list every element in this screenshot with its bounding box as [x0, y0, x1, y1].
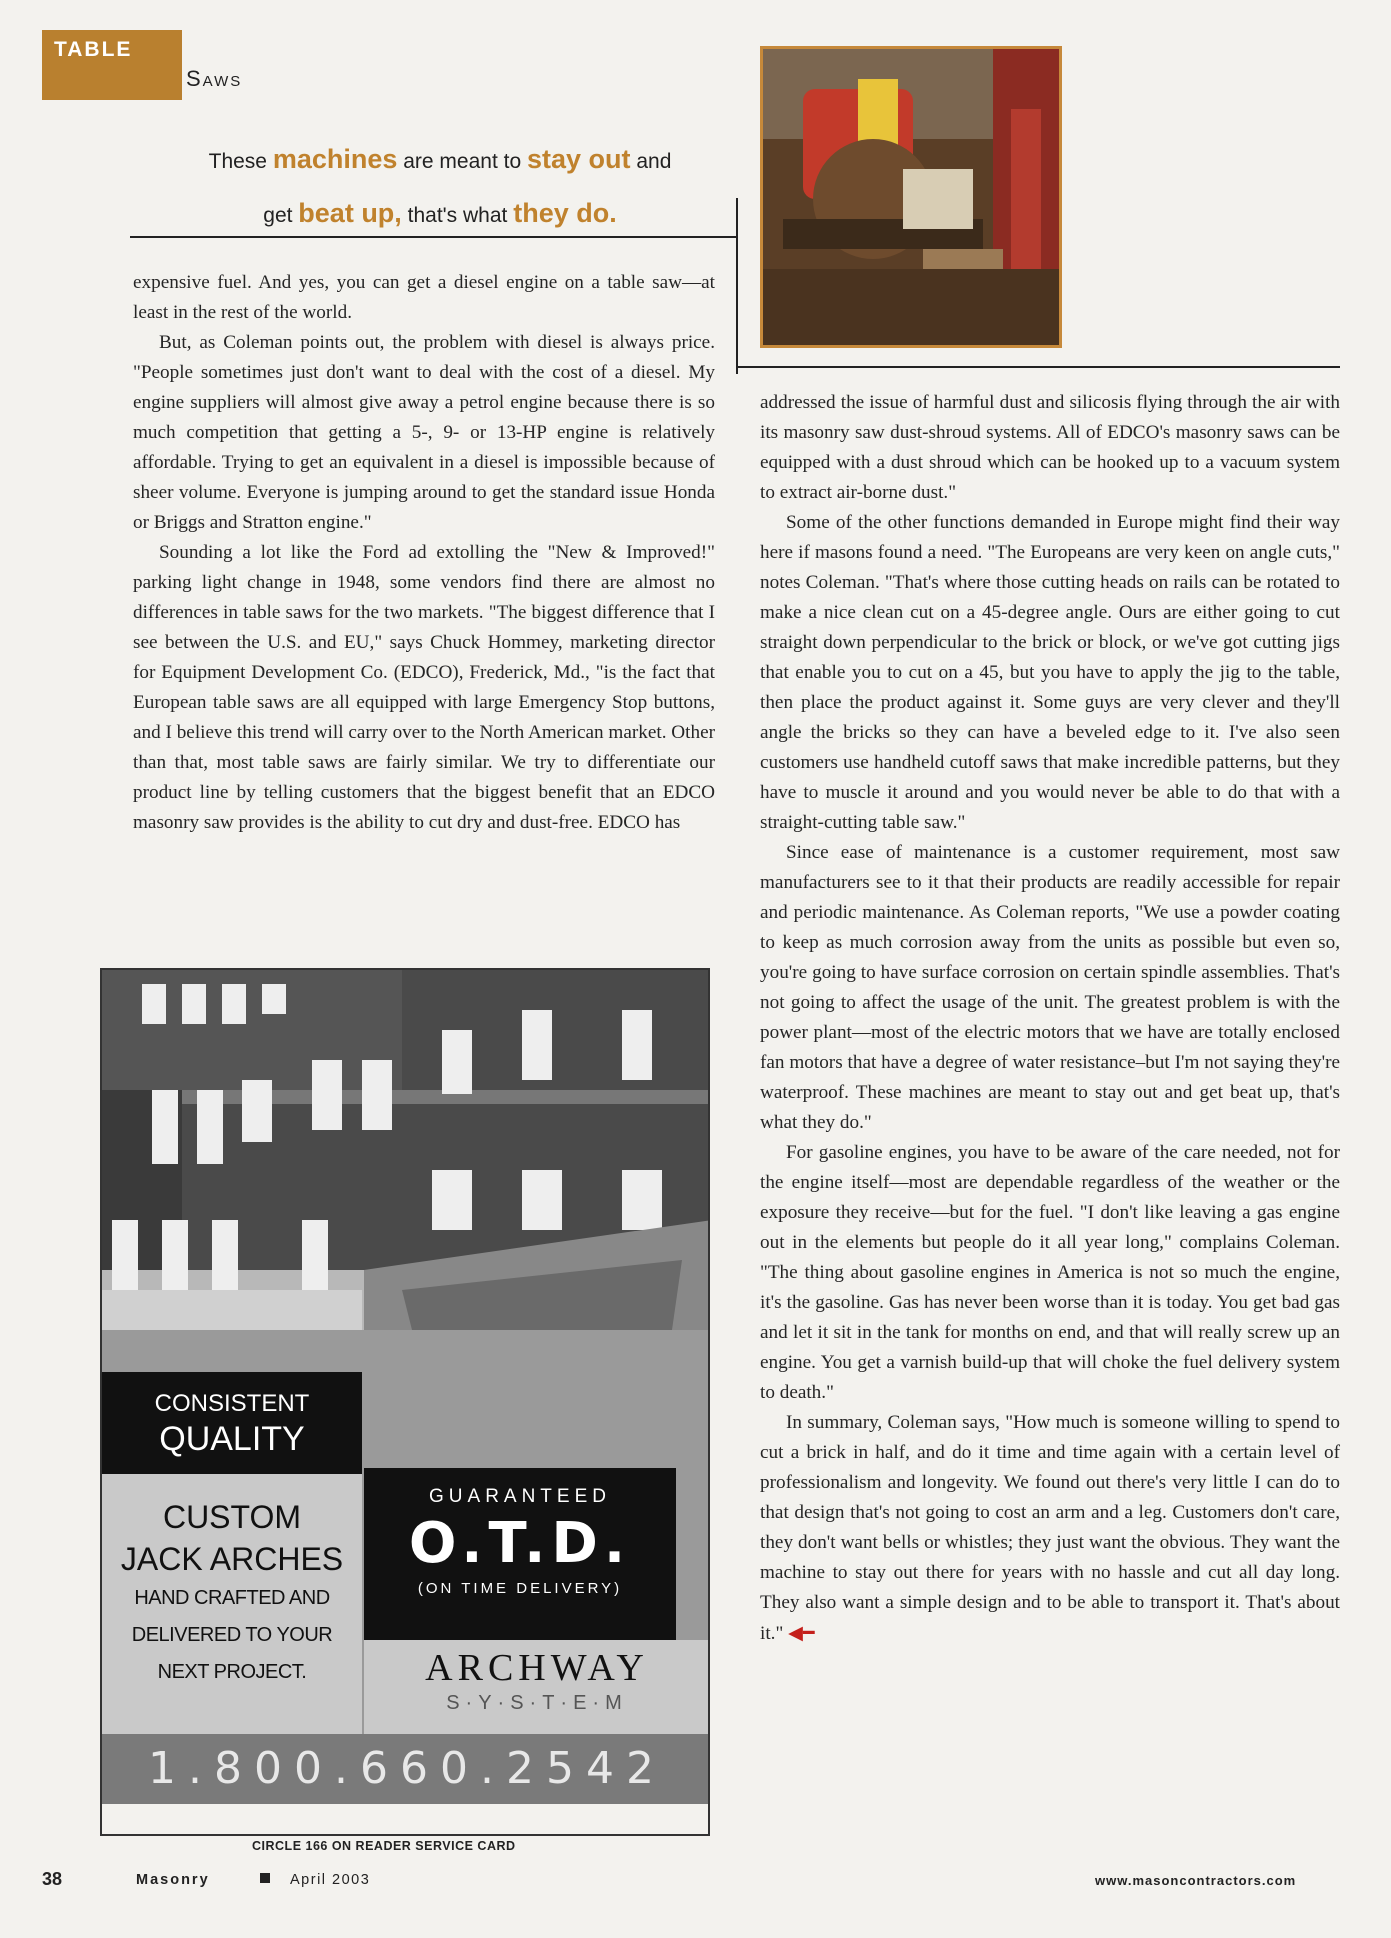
divider-rule	[130, 236, 738, 238]
saw-photo	[760, 46, 1062, 348]
article-paragraph-text: In summary, Coleman says, "How much is someone willing to spend to cut a brick in half, and do it time and time again with a certain level of professionalism and longevity. We found out there's very little I can do to that design that's not going to cost an arm and a leg. Customers don't care, they don't want bells or whistles; they just want the obvious. They want the machine to stay out there for years with no hassle and cut all day long. They also want a simple design and to be able to transport it. That's about it."	[760, 1412, 1340, 1644]
section-tab	[42, 30, 182, 100]
pull-quote-highlight: beat up,	[298, 198, 402, 229]
archway-logo	[364, 1640, 710, 1734]
magazine-name: Masonry	[136, 1872, 210, 1888]
pull-quote-line-2	[150, 197, 730, 229]
consistent-quality-box	[102, 1372, 362, 1474]
section-subtitle: Saws	[186, 66, 243, 91]
pull-quote	[150, 143, 730, 230]
ad-text: DELIVERED TO YOUR	[131, 1624, 333, 1646]
pull-quote-text: These	[208, 150, 273, 173]
ad-brand-sub: S·Y·S·T·E·M	[446, 1692, 628, 1714]
ad-text: NEXT PROJECT.	[157, 1661, 307, 1683]
ad-text: HAND CRAFTED AND	[134, 1587, 330, 1609]
ad-brand: ARCHWAY	[425, 1647, 649, 1689]
saw-photo-image	[763, 49, 1059, 345]
article-paragraph: Sounding a lot like the Ford ad extolling the "New & Improved!" parking light change in 1948, some vendors find there are almost no differences in table saws for the two markets. "The biggest difference that I see between the U.S. and EU," says Chuck Hommey, marketing director for Equipment Development Co. (EDCO), Frederick, Md., "is the fact that European table saws are all equipped with large Emergency Stop buttons, and I believe this trend will carry over to the North American market. Other than that, most table saws are fairly similar. We try to differentiate our product line by telling customers that the biggest benefit that an EDCO masonry saw provides is the ability to cut dry and dust-free. EDCO has	[133, 542, 715, 833]
ad-text: JACK ARCHES	[120, 1541, 344, 1577]
section-tab-label: TABLE	[54, 38, 133, 61]
article-paragraph: But, as Coleman points out, the problem with diesel is always price. "People sometimes just don't want to deal with the cost of a diesel. My engine suppliers will almost give away a petrol engine because there is so much competition that getting a 5-, 9- or 13-HP engine is relatively affordable. Trying to get an equivalent in a diesel is impossible because of sheer volume. Everyone is jumping around to get the standard issue Honda or Briggs and Stratton engine."	[133, 332, 715, 533]
ad-text: GUARANTEED	[429, 1486, 611, 1507]
page-number: 38	[42, 1869, 63, 1889]
otd-box	[364, 1468, 676, 1640]
ad-headline: O.T.D.	[408, 1511, 632, 1576]
end-mark-icon: ◀━	[788, 1621, 815, 1644]
building-photo	[102, 970, 710, 1330]
archway-advertisement	[100, 968, 710, 1836]
pull-quote-text: are meant to	[397, 150, 527, 173]
ad-text: QUALITY	[159, 1420, 305, 1458]
pull-quote-text: that's what	[401, 204, 514, 228]
ad-text: CONSISTENT	[154, 1390, 310, 1417]
article-paragraph	[760, 1408, 1340, 1649]
article-paragraph: addressed the issue of harmful dust and silicosis flying through the air with its masonry saw dust-shroud systems. All of EDCO's masonry saws can be equipped with a dust shroud which can be hooked up to a vacuum system to extract air-borne dust."	[760, 392, 1340, 503]
issue-date: April 2003	[290, 1872, 371, 1888]
website-link[interactable]: www.masoncontractors.com	[1095, 1873, 1297, 1888]
article-paragraph: Some of the other functions demanded in Europe might find their way here if masons found a need. "The Europeans are very keen on angle cuts," notes Coleman. "That's where those cutting heads on rails can be rotated to make a nice clean cut on a 45-degree angle. Ours are either going to cut straight down perpendicular to the brick or block, or we've got cutting jigs that enable you to cut on a 45, but you have to apply the jig to the table, then place the product against it. Some guys are very clever and they'll angle the bricks so they can have a beveled edge to it. I've also seen customers use handheld cutoff saws that make incredible patterns, but they have to muscle it around and you would never be able to do that with a straight-cutting table saw."	[760, 512, 1340, 833]
pull-quote-text: and	[630, 150, 672, 173]
ad-bottom-margin	[102, 1804, 710, 1836]
phone-number[interactable]: 1.800.660.2542	[102, 1734, 710, 1836]
article-column-left	[133, 268, 715, 838]
divider-rule	[736, 366, 1340, 368]
pull-quote-highlight: stay out	[526, 144, 631, 174]
reader-service-caption: CIRCLE 166 ON READER SERVICE CARD	[252, 1839, 516, 1853]
article-paragraph: expensive fuel. And yes, you can get a diesel engine on a table saw—at least in the rest of the world.	[133, 272, 715, 323]
pull-quote-highlight: machines	[272, 144, 398, 174]
article-column-right	[760, 388, 1340, 1649]
pull-quote-text: get	[263, 204, 299, 228]
article-paragraph: Since ease of maintenance is a customer requirement, most saw manufacturers see to it that their products are readily accessible for repair and periodic maintenance. As Coleman reports, "We use a powder coating to keep as much corrosion away from the units as possible but even so, you're going to have surface corrosion on certain spindle assemblies. That's not going to affect the usage of the unit. The greatest problem is with the power plant—most of the electric motors that we have are totally enclosed fan motors that have a degree of water resistance–but I'm not saying they're waterproof. These machines are meant to stay out and get beat up, that's what they do."	[760, 842, 1340, 1133]
custom-arches-panel	[102, 1474, 362, 1734]
pull-quote-line-1	[150, 143, 730, 175]
article-paragraph: For gasoline engines, you have to be aware of the care needed, not for the engine itself—most are dependable regardless of the weather or the exposure they receive—but for the fuel. "I don't like leaving a gas engine out in the elements but people do it all year long," complains Coleman. "The thing about gasoline engines in America is not so much the engine, it's the gasoline. Gas has never been worse than it is today. You get bad gas and let it sit in the tank for months on end, and that will really screw up an engine. You get a varnish build-up that will choke the fuel delivery system to death."	[760, 1142, 1340, 1403]
ad-text: CUSTOM	[162, 1499, 302, 1535]
divider-rule	[736, 198, 738, 374]
ad-text: (ON TIME DELIVERY)	[417, 1580, 623, 1597]
square-bullet-icon	[260, 1873, 270, 1883]
pull-quote-highlight: they do.	[513, 198, 617, 229]
